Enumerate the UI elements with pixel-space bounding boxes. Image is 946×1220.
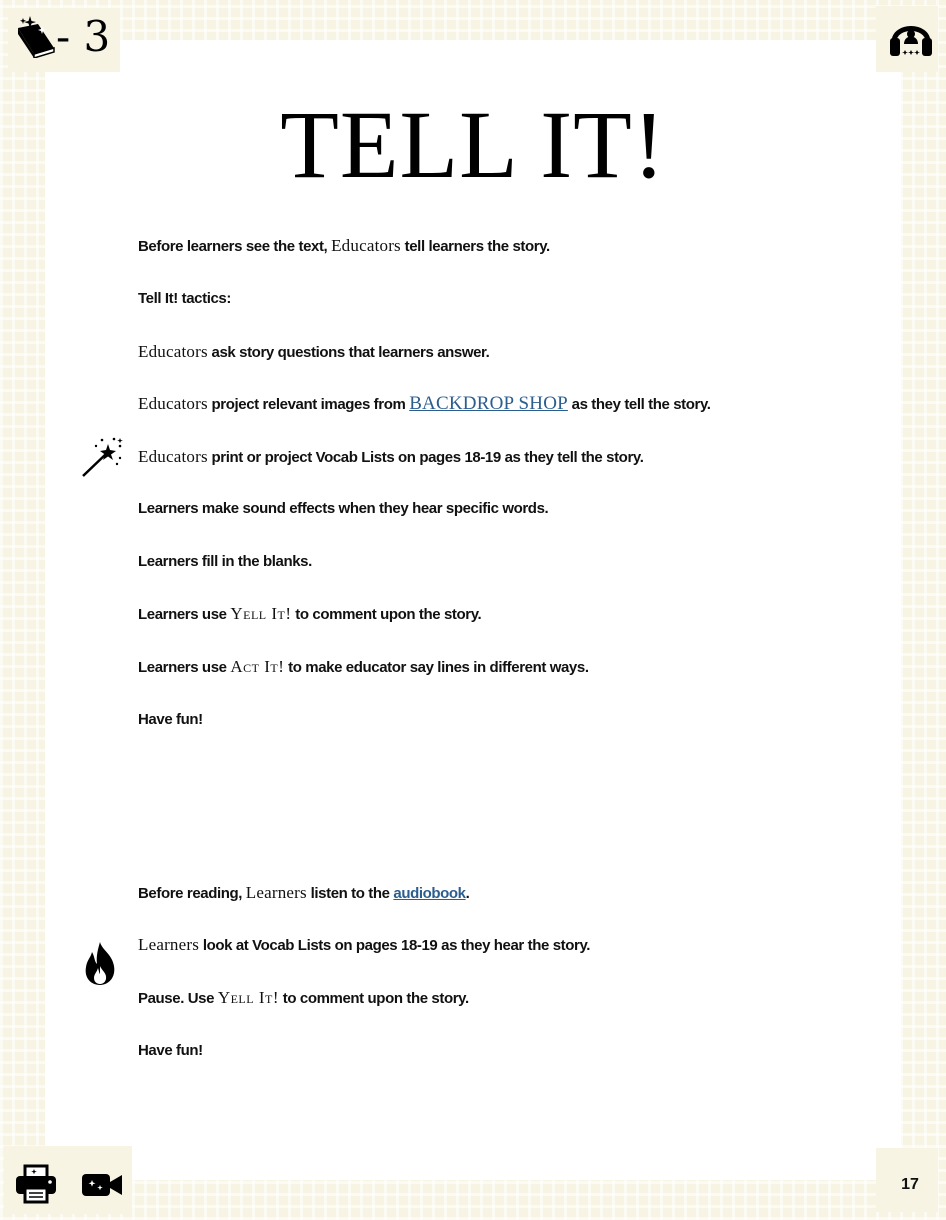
fire-icon <box>82 940 118 986</box>
audio-text-pre: Before reading, <box>138 885 246 902</box>
tactic-text-post: as they tell the story. <box>567 396 711 413</box>
pause-text-pre: Pause. Use <box>138 990 218 1007</box>
tactic-images <box>138 393 858 416</box>
role-learners: Learners <box>245 883 307 902</box>
tactic-act-it <box>138 656 858 679</box>
pause-yell-it-line <box>138 987 858 1010</box>
game-yell-it: Yell It! <box>217 988 279 1007</box>
magic-wand-icon <box>80 436 124 478</box>
backdrop-shop-link[interactable]: BACKDROP SHOP <box>409 393 568 414</box>
tactic-text-post: to make educator say lines in different ways. <box>284 659 589 676</box>
game-act-it: Act It! <box>230 657 285 676</box>
tactic-questions <box>138 341 858 364</box>
tactic-sound-effects: Learners make sound effects when they hear specific words. <box>138 500 549 517</box>
tactic-have-fun: Have fun! <box>138 711 203 728</box>
tactic-yell-it <box>138 603 858 626</box>
vocab-listen-line <box>138 934 858 957</box>
audiobook-line <box>138 882 858 905</box>
book-sparkle-icon[interactable] <box>14 14 56 58</box>
game-yell-it: Yell It! <box>230 604 292 623</box>
role-educators: Educators <box>138 342 208 361</box>
tactics-label: Tell It! tactics: <box>138 290 231 307</box>
tactic-text-pre: project relevant images from <box>207 396 410 413</box>
tactic-text-pre: Learners use <box>138 659 231 676</box>
intro-line <box>138 235 858 258</box>
tactic-text-pre: Learners use <box>138 606 231 623</box>
page-title: TELL IT! <box>280 91 666 198</box>
tactic-text-post: to comment upon the story. <box>291 606 482 623</box>
role-educators: Educators <box>331 236 401 255</box>
page-number: 17 <box>901 1176 919 1193</box>
vocab-listen-text: look at Vocab Lists on pages 18-19 as they hear the story. <box>199 937 591 954</box>
audiobook-link[interactable]: audiobook <box>393 885 466 902</box>
role-educators: Educators <box>138 447 208 466</box>
role-educators: Educators <box>138 394 208 413</box>
tactic-text: print or project Vocab Lists on pages 18-19 as they tell the story. <box>207 449 644 466</box>
headphones-icon[interactable] <box>888 14 934 58</box>
pause-text-post: to comment upon the story. <box>279 990 469 1007</box>
printer-icon[interactable] <box>14 1164 58 1204</box>
video-camera-icon[interactable] <box>80 1170 124 1200</box>
section2-have-fun: Have fun! <box>138 1042 203 1059</box>
intro-text-post: tell learners the story. <box>400 238 550 255</box>
tactic-text: ask story questions that learners answer. <box>207 344 490 361</box>
audio-text-post: . <box>465 885 470 902</box>
audio-text-mid: listen to the <box>306 885 394 902</box>
role-learners: Learners <box>138 935 200 954</box>
intro-text-pre: Before learners see the text, <box>138 238 332 255</box>
level-label: - 3 <box>56 12 111 61</box>
tactic-vocab <box>138 446 858 469</box>
tactic-fill-blanks: Learners fill in the blanks. <box>138 553 312 570</box>
